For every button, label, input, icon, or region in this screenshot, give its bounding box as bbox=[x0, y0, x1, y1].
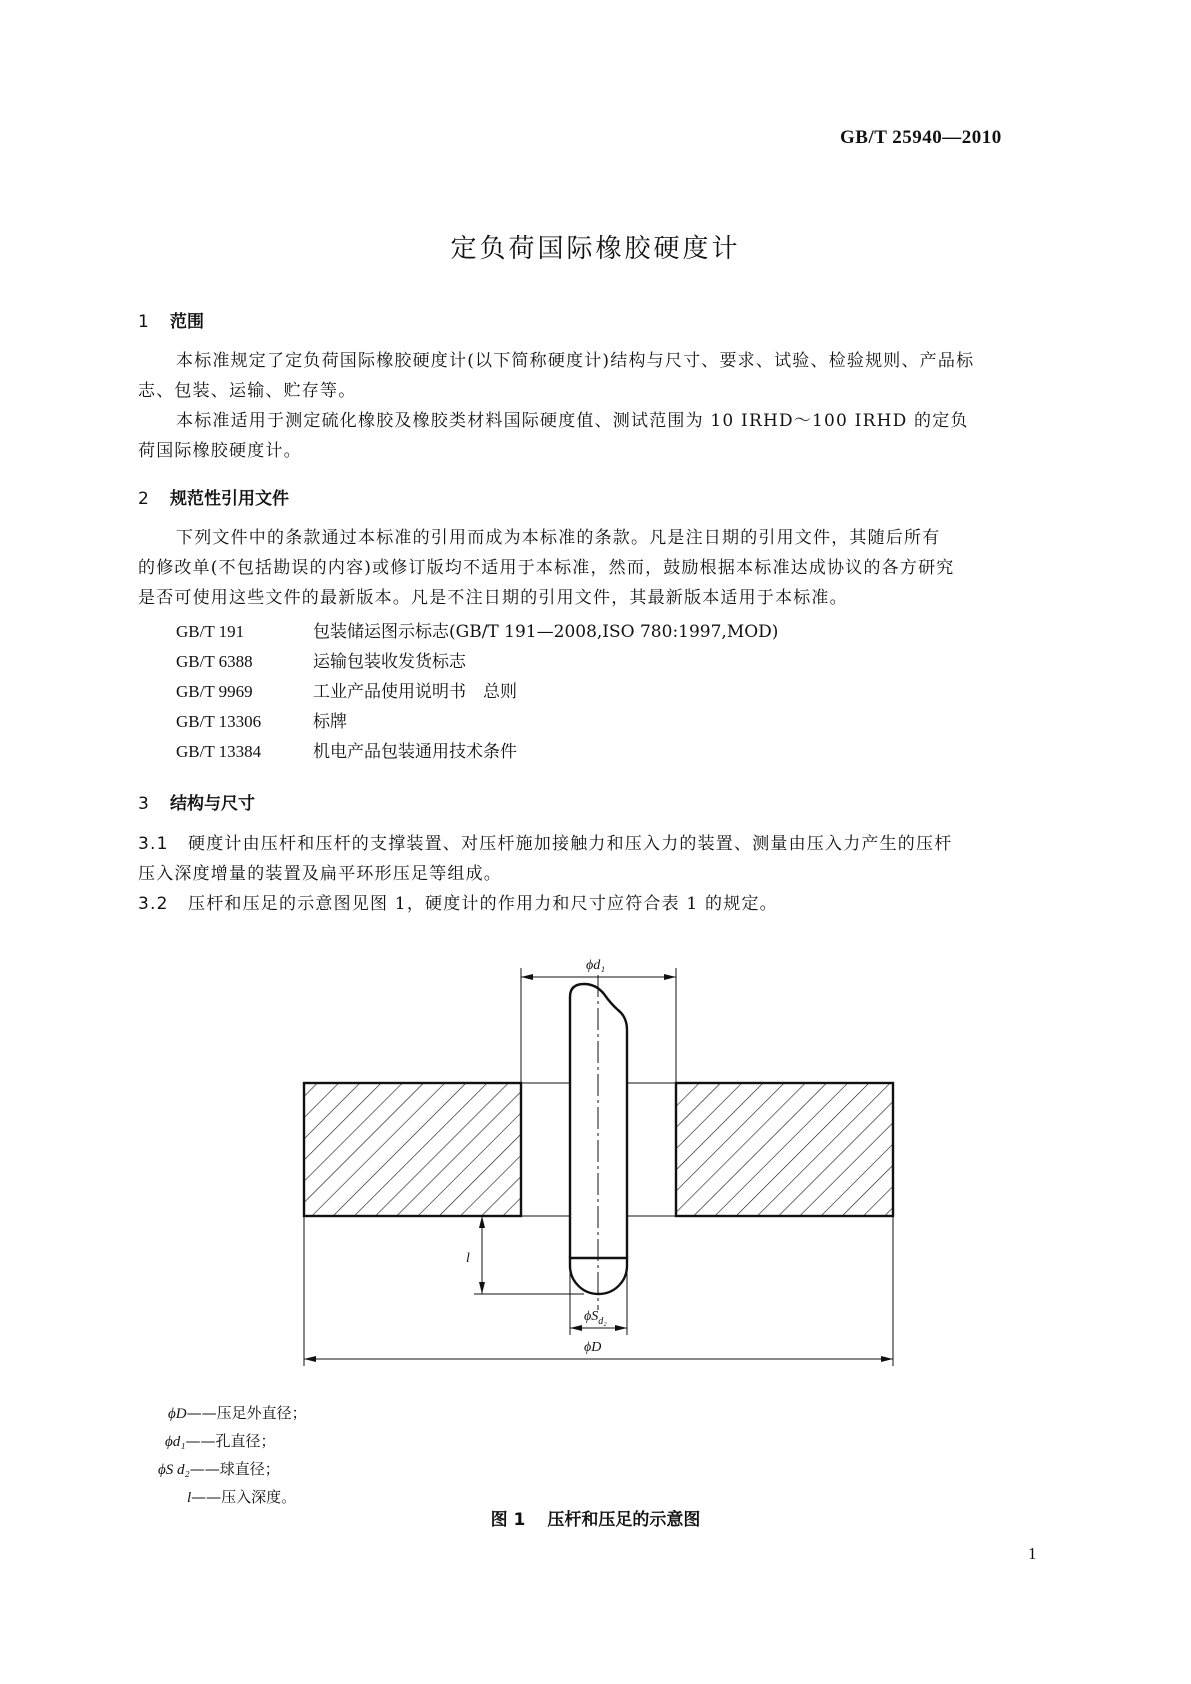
reference-title: 标牌 bbox=[313, 712, 347, 732]
figure-caption bbox=[0, 1505, 1191, 1530]
s1-para1-line2: 志、包装、运输、贮存等。 bbox=[138, 381, 357, 401]
clause-text: 硬度计由压杆和压杆的支撑装置、对压杆施加接触力和压入力的装置、测量由压入力产生的压杆 bbox=[188, 834, 953, 854]
l-label: l bbox=[466, 1251, 470, 1266]
clause-text: 压杆和压足的示意图见图 1，硬度计的作用力和尺寸应符合表 1 的规定。 bbox=[188, 894, 778, 914]
document-title: 定负荷国际橡胶硬度计 bbox=[450, 234, 741, 264]
legend-item bbox=[165, 1430, 276, 1451]
legend-text: ——压入深度。 bbox=[191, 1488, 297, 1506]
reference-code: GB/T 13306 bbox=[176, 712, 262, 731]
legend-item bbox=[158, 1458, 280, 1479]
reference-title: 工业产品使用说明书 总则 bbox=[313, 682, 517, 702]
s1-para2-line1: 本标准适用于测定硫化橡胶及橡胶类材料国际硬度值、测试范围为 10 IRHD～100 IRHD 的定负 bbox=[176, 411, 969, 431]
page-number: 1 bbox=[1028, 1544, 1037, 1563]
standard-number: GB/T 25940—2010 bbox=[840, 127, 1002, 148]
reference-code: GB/T 13384 bbox=[176, 742, 262, 761]
legend-text: ——压足外直径； bbox=[186, 1404, 307, 1422]
s2-intro-line3: 是否可使用这些文件的最新版本。凡是不注日期的引用文件，其最新版本适用于本标准。 bbox=[138, 588, 848, 608]
section-title: 范围 bbox=[170, 312, 204, 332]
reference-title: 运输包装收发货标志 bbox=[313, 652, 466, 672]
Sd2-label-sub: d₂ bbox=[598, 1316, 607, 1327]
clause-number: 3.2 bbox=[138, 894, 169, 914]
section-number: 3 bbox=[138, 794, 149, 814]
legend-item bbox=[187, 1486, 296, 1507]
figure-title: 压杆和压足的示意图 bbox=[547, 1510, 701, 1530]
l-dimension bbox=[474, 1216, 584, 1294]
section-number: 2 bbox=[138, 489, 149, 509]
presser-foot-right-block bbox=[676, 1083, 893, 1216]
reference-title: 包装储运图示标志(GB/T 191—2008,ISO 780:1997,MOD) bbox=[313, 622, 779, 642]
d1-label: ϕd₁ bbox=[586, 958, 606, 973]
figure-number: 图 1 bbox=[490, 1510, 526, 1530]
legend-symbol: ϕd₁ bbox=[165, 1434, 186, 1450]
reference-code: GB/T 9969 bbox=[176, 682, 253, 701]
clause-number: 3.1 bbox=[138, 834, 169, 854]
legend-symbol: l bbox=[187, 1490, 192, 1506]
legend-text: ——球直径； bbox=[189, 1460, 280, 1478]
clause-3-1-line2: 压入深度增量的装置及扁平环形压足等组成。 bbox=[138, 864, 502, 884]
legend-symbol: ϕD bbox=[168, 1406, 187, 1422]
reference-title: 机电产品包装通用技术条件 bbox=[313, 742, 517, 762]
reference-code: GB/T 6388 bbox=[176, 652, 253, 671]
legend-text: ——孔直径； bbox=[185, 1432, 276, 1450]
section-title: 规范性引用文件 bbox=[170, 489, 289, 509]
reference-code: GB/T 191 bbox=[176, 622, 245, 641]
Sd2-label bbox=[584, 1309, 607, 1327]
s2-intro-line1: 下列文件中的条款通过本标准的引用而成为本标准的条款。凡是注日期的引用文件，其随后所有 bbox=[176, 528, 941, 548]
s1-para2-line2: 荷国际橡胶硬度计。 bbox=[138, 441, 302, 461]
section-title: 结构与尺寸 bbox=[170, 794, 255, 814]
s1-para1-line1: 本标准规定了定负荷国际橡胶硬度计(以下简称硬度计)结构与尺寸、要求、试验、检验规则、产品标 bbox=[176, 351, 975, 371]
legend-item bbox=[168, 1402, 307, 1423]
legend-symbol: ϕS d₂ bbox=[158, 1462, 190, 1478]
s2-intro-line2: 的修改单(不包括勘误的内容)或修订版均不适用于本标准，然而，鼓励根据本标准达成协议的各方研究 bbox=[138, 558, 955, 578]
section-number: 1 bbox=[138, 312, 149, 332]
Sd2-label-main: ϕS bbox=[584, 1309, 599, 1324]
presser-foot-left-block bbox=[304, 1083, 521, 1216]
D-label: ϕD bbox=[584, 1340, 602, 1355]
